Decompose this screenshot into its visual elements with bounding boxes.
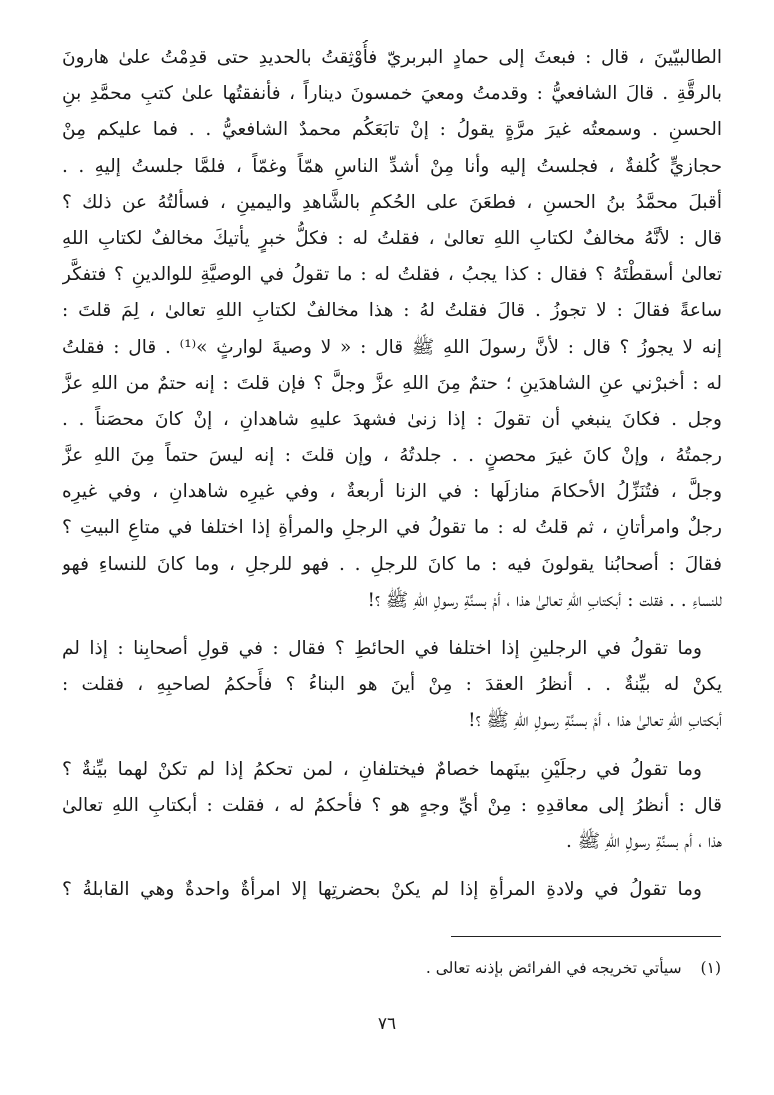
text-line: له : أخبرْني عنِ الشاهدَينِ ؛ حتمٌ مِنَ اللهِ عزَّ وجلَّ ؟ فإن قلتَ : إنه حتمٌ من اللهِ عزَّ xyxy=(62,372,722,394)
text-line: أبكتابِ اللهِ تعالىٰ هذا ، أمْ بسنَّةِ رسولِ اللهِ ﷺ ؟! xyxy=(468,710,722,732)
page-number: ٧٦ xyxy=(377,1014,397,1034)
text-line: الحسنِ . وسمعتُه غيرَ مرَّةٍ يقولُ : إنْ تابَعَكُم محمدٌ الشافعيُّ . . فما عليكم مِنْ xyxy=(62,119,722,141)
footnote xyxy=(300,956,721,980)
footnote-separator xyxy=(451,936,721,937)
paragraph-4 xyxy=(62,872,722,908)
text-line: تعالىٰ أسقطْتَهُ ؟ فقال : كذا يجبُ ، فقلتُ له : ما تقولُ في الوصيَّةِ للوالدينِ ؟ فتفكَّر xyxy=(62,264,722,286)
text-line: حجازيٍّ كُلفةٌ ، فجلستُ إليه وأنا مِنْ أشدِّ الناسِ همّاً وغمّاً ، فلمَّا جلستُ إليهِ . . xyxy=(62,155,722,177)
text-line: يكنْ له بيِّنةٌ . . أنظرُ العقدَ : مِنْ أينَ هو البناءُ ؟ فأَحكمُ لصاحبِهِ ، فقلت : xyxy=(62,674,722,696)
paragraph-3 xyxy=(62,752,722,861)
main-text xyxy=(62,40,722,908)
text-line: للنساءِ . . فقلت : أبكتابِ اللهِ تعالىٰ هذا ، أمْ بسنَّةِ رسولِ اللهِ ﷺ ؟! xyxy=(367,589,722,611)
text-line: وجلَّ ، فتُنَزِّلُ الأحكامَ منازلَها : في الزنا أربعةٌ ، وفي غيرِه شاهدانِ ، وفي غيرِه xyxy=(62,481,722,503)
text-line: رجمتُهُ ، وإنْ كانَ غيرَ محصنٍ . . جلدتُهُ ، وإن قلتَ : إنه ليسَ حتماً مِنَ اللهِ عزَّ xyxy=(62,445,722,467)
text-line: أقبلَ محمَّدُ بنُ الحسنِ ، فطعَنَ على الحُكمِ بالشَّاهدِ واليمينِ ، فسألتُهُ عن ذلك ؟ xyxy=(62,191,722,213)
text-line: الطالبيّينَ ، قال : فبعثَ إلى حمادٍ البربريّ فأُوْثِقتُ بالحديدِ حتى قدِمْتُ علىٰ هارونَ xyxy=(62,47,722,68)
text-line: قال : أنظرُ إلى معاقدِهِ : مِنْ أيِّ وجهٍ هو ؟ فأحكمُ له ، فقلت : أبكتابِ اللهِ تعالىٰ xyxy=(62,794,722,816)
paragraph-1 xyxy=(62,40,722,619)
text-line: وما تقولُ في ولادةِ المرأةِ إذا لم يكنْ بحضرتِها إلا امرأةٌ واحدةٌ وهي القابلةُ ؟ xyxy=(62,879,702,901)
text-line: وما تقولُ في رجلَيْنِ بينَهما خصامٌ فيختلفانِ ، لمن تحكمُ إذا لم تكنْ لهما بيِّنةٌ ؟ xyxy=(62,758,702,780)
text-line: وما تقولُ في الرجلينِ إذا اختلفا في الحائطِ ؟ فقال : في قولِ أصحابِنا : إذا لم xyxy=(62,638,702,659)
footnote-text: سيأتي تخريجه في الفرائض بإذنه تعالى . xyxy=(425,959,682,977)
text-line: رجلٌ وامرأتانِ ، ثم قلتُ له : ما تقولُ في الرجلِ والمرأةِ إذا اختلفا في متاعِ البيتِ ؟ xyxy=(62,517,722,539)
footnote-number: (١) xyxy=(700,959,721,977)
text-line: هذا ، أم بسنَّةِ رسولِ اللهِ ﷺ . xyxy=(565,830,722,852)
paragraph-2 xyxy=(62,631,722,740)
text-line: إنه لا يجوزُ ؟ قال : لأنَّ رسولَ اللهِ ﷺ قال : « لا وصيةَ لوارثٍ »⁽¹⁾ . قال : فقلتُ xyxy=(62,336,722,358)
text-line: فقالَ : أصحابُنا يقولونَ فيه : ما كانَ للرجلِ . . فهو للرجلِ ، وما كانَ للنساءِ فهو xyxy=(62,553,722,575)
text-line: وجل . فكانَ ينبغي أن تقولَ : إذا زنىٰ فشهدَ عليهِ شاهدانِ ، إنْ كانَ محصَناً . . xyxy=(62,408,722,430)
text-line: ساعةً فقالَ : لا تجوزُ . قالَ فقلتُ لهُ : هذا مخالفٌ لكتابِ اللهِ تعالىٰ ، لِمَ قلتَ : xyxy=(62,300,722,322)
text-line: قال : لأنَّهُ مخالفٌ لكتابِ اللهِ تعالىٰ ، فقلتُ له : فكلُّ خبرٍ يأتيكَ مخالفٌ لكتابِ اللهِ xyxy=(62,227,722,249)
text-line: بالرقَّةِ . قالَ الشافعيُّ : وقدمتُ ومعيَ خمسونَ ديناراً ، فأنفقتُها علىٰ كتبِ محمَّدِ بنِ xyxy=(62,83,722,105)
